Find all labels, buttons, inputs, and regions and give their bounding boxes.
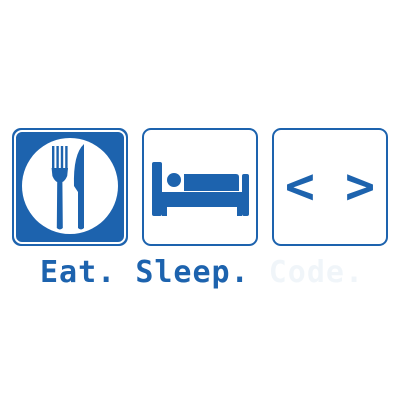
caption-eat: Eat.	[40, 255, 117, 290]
angle-brackets-icon	[272, 128, 388, 246]
caption-sleep: Sleep.	[135, 255, 250, 290]
code-glyph: < >	[284, 157, 376, 215]
plate-fork-knife-icon	[12, 128, 128, 246]
caption	[40, 255, 364, 290]
bed-sleeper-icon	[142, 128, 258, 246]
eat-tile	[12, 128, 128, 246]
code-tile	[272, 128, 388, 246]
caption-code: Code.	[268, 255, 365, 290]
plate-shape	[22, 138, 118, 234]
sleep-tile	[142, 128, 258, 246]
